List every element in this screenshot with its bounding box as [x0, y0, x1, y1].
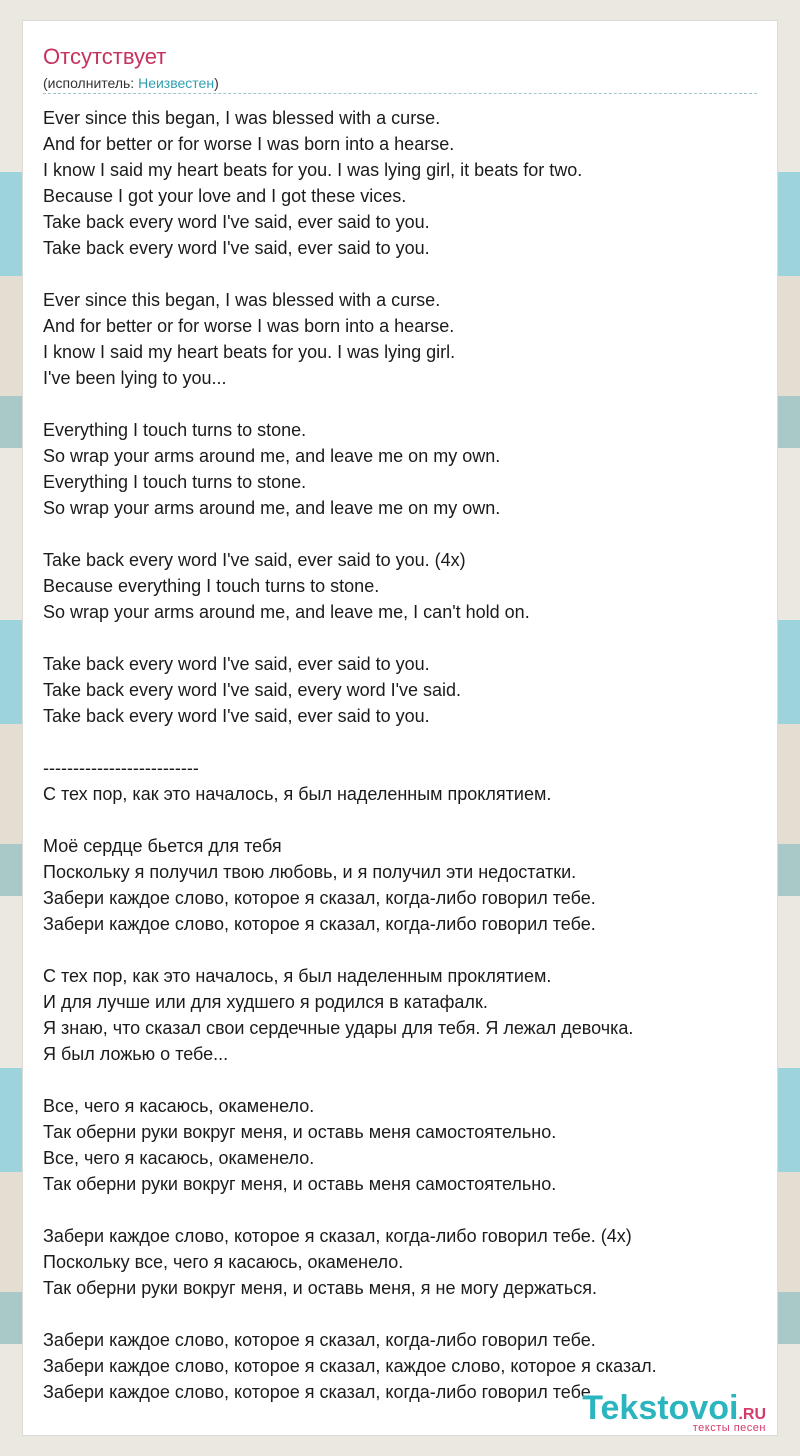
lyric-line: I know I said my heart beats for you. I was lying girl, it beats for two. — [43, 160, 583, 180]
lyric-line: И для лучше или для худшего я родился в катафалк. — [43, 992, 488, 1012]
lyric-line: Я знаю, что сказал свои сердечные удары для тебя. Я лежал девочка. — [43, 1018, 634, 1038]
lyric-line: Ever since this began, I was blessed with a curse. — [43, 108, 441, 128]
lyric-line: Everything I touch turns to stone. — [43, 420, 307, 440]
lyric-line: Я был ложью о тебе... — [43, 1044, 229, 1064]
title-divider — [43, 93, 757, 94]
lyric-line: Так оберни руки вокруг меня, и оставь меня самостоятельно. — [43, 1174, 557, 1194]
lyric-line: Моё сердце бьется для тебя — [43, 836, 282, 856]
lyric-line — [43, 261, 763, 287]
lyric-line: Забери каждое слово, которое я сказал, когда-либо говорил тебе. (4x) — [43, 1226, 632, 1246]
lyric-line: I know I said my heart beats for you. I was lying girl. — [43, 342, 456, 362]
lyric-line — [43, 937, 763, 963]
song-title: Отсутствует — [43, 44, 167, 69]
artist-suffix: ) — [214, 75, 219, 91]
lyric-line: С тех пор, как это началось, я был наделенным проклятием. — [43, 784, 552, 804]
lyric-line: -------------------------- — [43, 758, 199, 778]
lyric-line: And for better or for worse I was born into a hearse. — [43, 316, 455, 336]
lyric-line: С тех пор, как это началось, я был наделенным проклятием. — [43, 966, 552, 986]
lyric-line — [43, 729, 763, 755]
lyrics-card — [22, 20, 778, 1436]
lyric-line: Because I got your love and I got these vices. — [43, 186, 407, 206]
lyric-line: Все, чего я касаюсь, окаменело. — [43, 1148, 315, 1168]
lyric-line: Take back every word I've said, ever said to you. — [43, 238, 430, 258]
logo-main-text: Tekstovoi — [582, 1389, 739, 1427]
lyric-line — [43, 391, 763, 417]
lyric-line — [43, 807, 763, 833]
lyric-line: Забери каждое слово, которое я сказал, когда-либо говорил тебе. — [43, 1382, 596, 1402]
logo-subtitle: тексты песен — [692, 1422, 766, 1434]
lyric-line: Ever since this began, I was blessed with a curse. — [43, 290, 441, 310]
artist-prefix: (исполнитель: — [43, 75, 139, 91]
lyric-line: Take back every word I've said, ever said to you. — [43, 706, 430, 726]
lyric-line — [43, 1301, 763, 1327]
artist-line — [43, 73, 219, 93]
lyric-line: Забери каждое слово, которое я сказал, каждое слово, которое я сказал. — [43, 1356, 657, 1376]
lyric-line — [43, 625, 763, 651]
lyric-line: Take back every word I've said, every word I've said. — [43, 680, 462, 700]
lyric-line: So wrap your arms around me, and leave me, I can't hold on. — [43, 602, 530, 622]
lyric-line — [43, 521, 763, 547]
lyrics-text — [43, 105, 763, 1405]
lyric-line: Поскольку я получил твою любовь, и я получил эти недостатки. — [43, 862, 577, 882]
logo-tld-text: .RU — [738, 1406, 766, 1423]
lyric-line: And for better or for worse I was born into a hearse. — [43, 134, 455, 154]
site-logo[interactable] — [582, 1390, 766, 1434]
lyric-line — [43, 1197, 763, 1223]
lyric-line: Take back every word I've said, ever said to you. — [43, 654, 430, 674]
lyric-line — [43, 1067, 763, 1093]
lyric-line: Take back every word I've said, ever said to you. — [43, 212, 430, 232]
lyric-line: Because everything I touch turns to stone. — [43, 576, 380, 596]
lyric-line: I've been lying to you... — [43, 368, 227, 388]
lyric-line: Забери каждое слово, которое я сказал, когда-либо говорил тебе. — [43, 1330, 596, 1350]
lyric-line: Everything I touch turns to stone. — [43, 472, 307, 492]
lyric-line: Поскольку все, чего я касаюсь, окаменело. — [43, 1252, 404, 1272]
artist-link[interactable]: Неизвестен — [138, 75, 215, 91]
lyric-line: Так оберни руки вокруг меня, и оставь меня, я не могу держаться. — [43, 1278, 597, 1298]
lyric-line: Так оберни руки вокруг меня, и оставь меня самостоятельно. — [43, 1122, 557, 1142]
lyric-line: Все, чего я касаюсь, окаменело. — [43, 1096, 315, 1116]
lyric-line: So wrap your arms around me, and leave me on my own. — [43, 446, 501, 466]
lyric-line: Забери каждое слово, которое я сказал, когда-либо говорил тебе. — [43, 914, 596, 934]
lyric-line: So wrap your arms around me, and leave me on my own. — [43, 498, 501, 518]
lyric-line: Take back every word I've said, ever said to you. (4x) — [43, 550, 466, 570]
lyric-line: Забери каждое слово, которое я сказал, когда-либо говорил тебе. — [43, 888, 596, 908]
